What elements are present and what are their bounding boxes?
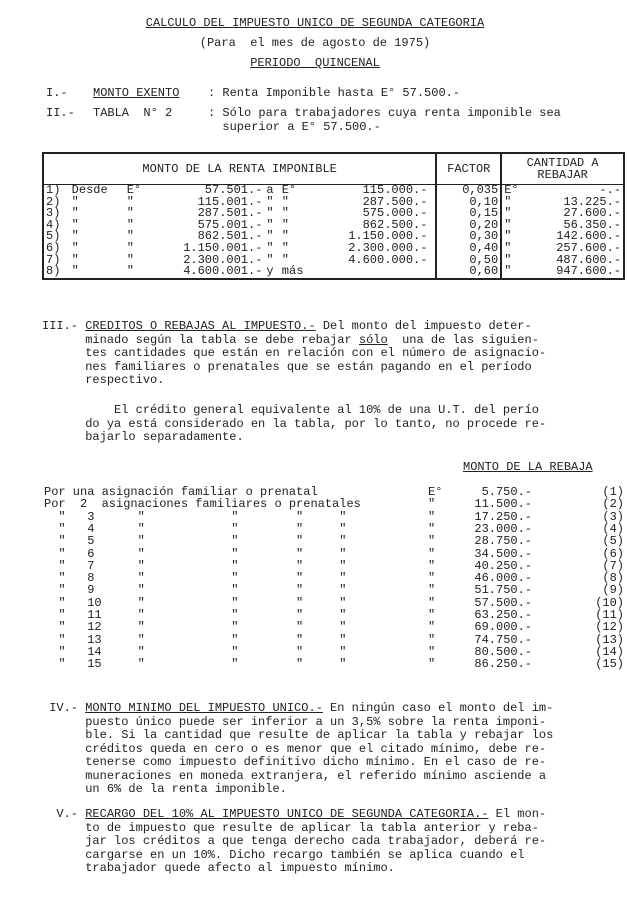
cell-cur2: " — [281, 240, 289, 255]
rebaja-amount: 23.000.- — [474, 521, 532, 536]
cell-n: 6) — [46, 240, 61, 255]
cell-a: y — [266, 264, 274, 279]
rebaja-currency: " — [428, 521, 436, 536]
rebaja-currency: " — [428, 644, 436, 659]
header-factor: FACTOR — [436, 153, 501, 185]
cell-cur: E° — [126, 183, 142, 197]
rebaja-description: " 5 " " " " — [44, 534, 347, 549]
cell-to: 575.000.- — [362, 206, 428, 221]
rebaja-currency: " — [428, 620, 436, 635]
rebaja-count: (1) — [602, 485, 624, 499]
rebaja-currency: " — [428, 657, 436, 672]
rebaja-count: (13) — [595, 632, 624, 647]
cell-a: " — [266, 252, 274, 267]
header-monto: MONTO DE LA RENTA IMPONIBLE — [43, 153, 436, 185]
rebaja-count: (12) — [595, 620, 624, 635]
cell-factor: 0,60 — [436, 266, 501, 279]
rebaja-amount: 69.000.- — [474, 620, 532, 635]
rebaja-count: (7) — [602, 558, 624, 573]
cell-desde: " — [71, 252, 79, 267]
section-iii-para2: El crédito general equivalente al 10% de una U.T. del perío do ya está considerado en la tabla, por lo tanto, no procede re- bajarlo separadamente. — [85, 403, 547, 444]
rebaja-currency: " — [428, 595, 436, 610]
rebaja-amount: 63.250.- — [474, 608, 532, 622]
cell-to: 287.500.- — [362, 194, 428, 209]
rebaja-description: " 3 " " " " — [44, 509, 347, 524]
cell-to — [315, 266, 429, 279]
rebaja-amount: 51.750.- — [474, 583, 532, 598]
cell-c3: E° — [501, 185, 528, 197]
cell-to: 862.500.- — [362, 217, 428, 232]
cell-rebaja: 947.600.- — [556, 264, 621, 279]
rebaja-currency: " — [428, 509, 436, 524]
rebaja-amount: 17.250.- — [474, 509, 532, 524]
rebaja-count: (9) — [602, 583, 624, 598]
rebaja-description: " 4 " " " " — [44, 521, 347, 536]
cell-cur2: " — [281, 194, 289, 209]
cell-spacer — [429, 220, 436, 232]
cell-desde: " — [71, 229, 79, 244]
period-label: PERIODO QUINCENAL — [250, 56, 380, 70]
cell-factor: 0,15 — [436, 208, 501, 220]
cell-cur2: más — [281, 264, 304, 279]
cell-from: 287.501.- — [197, 206, 263, 221]
rebaja-amount: 5.750.- — [481, 485, 532, 499]
rebaja-description: " 11 " " " " — [44, 608, 347, 622]
rebaja-count: (4) — [602, 521, 624, 536]
rebaja-description: " 10 " " " " — [44, 595, 347, 610]
rebaja-description: Por una asignación familiar o prenatal — [44, 485, 318, 499]
cell-spacer — [429, 208, 436, 220]
section-i-text: : Renta Imponible hasta E° 57.500.- — [208, 86, 461, 100]
cell-cur: " — [126, 240, 134, 255]
cell-desde: " — [71, 240, 79, 255]
cell-desde: " — [71, 206, 79, 221]
section-ii-label: TABLA N° 2 — [93, 106, 173, 120]
cell-cur2: E° — [281, 183, 297, 197]
cell-c3: " — [501, 197, 528, 209]
cell-cur: " — [126, 206, 134, 221]
cell-c3: " — [501, 220, 528, 232]
rebaja-count: (15) — [595, 657, 624, 672]
rebaja-currency: " — [428, 571, 436, 586]
cell-cur2: " — [281, 206, 289, 221]
rebaja-amount: 40.250.- — [474, 558, 532, 573]
cell-cur2: " — [281, 252, 289, 267]
rebaja-description: " 14 " " " " — [44, 644, 347, 659]
section-i-label: MONTO EXENTO — [93, 86, 180, 100]
cell-spacer — [429, 243, 436, 255]
rebaja-description: " 8 " " " " — [44, 571, 347, 586]
cell-spacer — [429, 266, 436, 279]
cell-n: 5) — [46, 229, 61, 244]
cell-spacer — [429, 185, 436, 197]
rebaja-amount: 11.500.- — [474, 497, 532, 512]
cell-from: 575.001.- — [197, 217, 263, 232]
rebaja-count: (10) — [595, 595, 624, 610]
rebaja-amount: 28.750.- — [474, 534, 532, 549]
rebaja-description: " 15 " " " " — [44, 657, 347, 672]
cell-from: 1.150.001.- — [183, 240, 263, 255]
cell-cur2: " — [281, 217, 289, 232]
rebaja-description: " 7 " " " " — [44, 558, 347, 573]
cell-rebaja: 487.600.- — [556, 252, 621, 267]
cell-factor: 0,10 — [436, 197, 501, 209]
rebaja-currency: " — [428, 583, 436, 598]
cell-a: " — [266, 240, 274, 255]
cell-factor: 0,20 — [436, 220, 501, 232]
cell-from: 4.600.001.- — [183, 264, 263, 279]
rebaja-currency: " — [428, 558, 436, 573]
cell-cur: " — [126, 194, 134, 209]
rebaja-count: (11) — [595, 608, 624, 622]
rebaja-currency: " — [428, 534, 436, 549]
cell-to: 1.150.000.- — [348, 229, 428, 244]
header-cantidad: CANTIDAD A REBAJAR — [501, 153, 624, 185]
rebaja-amount: 46.000.- — [474, 571, 532, 586]
cell-spacer — [429, 197, 436, 209]
cell-rebaja: 257.600.- — [556, 240, 621, 255]
rebaja-currency: E° — [428, 485, 443, 499]
section-ii-text-1: : Sólo para trabajadores cuya renta imponible sea — [208, 106, 561, 120]
rebaja-description: Por 2 asignaciones familiares o prenatales — [44, 497, 361, 512]
section-ii-number: II.- — [46, 106, 75, 120]
rebaja-amount: 86.250.- — [474, 657, 532, 672]
rebaja-amount: 57.500.- — [474, 595, 532, 610]
section-i-number: I.- — [46, 86, 68, 100]
cell-cur: " — [126, 217, 134, 232]
cell-n: 7) — [46, 252, 61, 267]
cell-desde: " — [71, 264, 79, 279]
rebaja-header: MONTO DE LA REBAJA — [463, 460, 593, 474]
document-title: CALCULO DEL IMPUESTO UNICO DE SEGUNDA CATEGORIA — [145, 16, 485, 30]
cell-spacer — [429, 255, 436, 267]
cell-rebaja: 142.600.- — [556, 229, 621, 244]
cell-cur2: " — [281, 229, 289, 244]
cell-c3: " — [501, 266, 528, 279]
table-row — [43, 266, 624, 279]
cell-from: 2.300.001.- — [183, 252, 263, 267]
cell-cur: " — [126, 229, 134, 244]
document-subtitle: (Para el mes de agosto de 1975) — [199, 36, 431, 50]
cell-a: " — [266, 194, 274, 209]
rebaja-description: " 13 " " " " — [44, 632, 347, 647]
rebaja-count: (14) — [595, 644, 624, 659]
cell-n: 4) — [46, 217, 61, 232]
rebaja-amount: 34.500.- — [474, 546, 532, 561]
rebaja-description: " 12 " " " " — [44, 620, 347, 635]
rebaja-currency: " — [428, 497, 436, 512]
rebaja-currency: " — [428, 546, 436, 561]
rebaja-amount: 80.500.- — [474, 644, 532, 659]
cell-to: 4.600.000.- — [348, 252, 428, 267]
rebaja-count: (3) — [602, 509, 624, 524]
cell-c3: " — [501, 243, 528, 255]
cell-to: 115.000.- — [362, 183, 428, 197]
rebaja-amount: 74.750.- — [474, 632, 532, 647]
section-v: V.- RECARGO DEL 10% AL IMPUESTO UNICO DE SEGUNDA CATEGORIA.- El mon- to de impuesto que resulte de aplicar la tabla anterior y reba- jar los créditos a que tenga derecho cada trabajador, deberá re- cargarse en un 10%. Dicho recargo también se aplica cuando el trabajador quede afecto al impuesto mínimo. — [56, 807, 547, 875]
cell-from: 862.501.- — [197, 229, 263, 244]
cell-to: 2.300.000.- — [348, 240, 428, 255]
rebaja-currency: " — [428, 632, 436, 647]
rebaja-description: " 9 " " " " — [44, 583, 347, 598]
cell-c3: " — [501, 231, 528, 243]
cell-rebaja: 27.600.- — [563, 206, 621, 221]
cell-desde: Desde — [71, 183, 108, 197]
cell-n: 1) — [46, 183, 61, 197]
rebaja-description: " 6 " " " " — [44, 546, 347, 561]
cell-c3: " — [501, 255, 528, 267]
cell-rebaja: 56.350.- — [563, 217, 621, 232]
cell-a: a — [266, 183, 274, 197]
cell-factor: 0,50 — [436, 255, 501, 267]
cell-from: 57.501.- — [204, 183, 263, 197]
section-iii: III.- CREDITOS O REBAJAS AL IMPUESTO.- Del monto del impuesto deter- minado según la tabla se debe rebajar sólo una de las siguien- tes cantidades que están en relación con el número de asignacio- nes familiares o prenatales que se están pagando en el período respectivo. — [42, 319, 547, 387]
rebaja-currency: " — [428, 608, 436, 622]
cell-n: 8) — [46, 264, 61, 279]
cell-a: " — [266, 206, 274, 221]
cell-rebaja: -.- — [599, 183, 621, 197]
cell-cur: " — [126, 252, 134, 267]
cell-factor: 0,035 — [436, 185, 501, 197]
rebaja-count: (2) — [602, 497, 624, 512]
cell-n: 3) — [46, 206, 61, 221]
cell-factor: 0,30 — [436, 231, 501, 243]
section-ii-text-2: superior a E° 57.500.- — [208, 120, 381, 134]
cell-n: 2) — [46, 194, 61, 209]
rebaja-count: (6) — [602, 546, 624, 561]
section-iv: IV.- MONTO MINIMO DEL IMPUESTO UNICO.- En ningún caso el monto del im- puesto único puede ser inferior a un 3,5% sobre la renta imponi- ble. Si la cantidad que resulte de aplicar la tabla y rebajar los créditos queda en cero o es menor que el citado mínimo, debe re- tenerse como impuesto definitivo dicho mínimo. En el caso de re- muneraciones en moneda extranjera, el referido mínimo asciende a un 6% de la renta imponible. — [49, 701, 554, 796]
rebaja-count: (5) — [602, 534, 624, 549]
cell-rebaja: 13.225.- — [563, 194, 621, 209]
cell-desde: " — [71, 217, 79, 232]
cell-from: 115.001.- — [197, 194, 263, 209]
cell-factor: 0,40 — [436, 243, 501, 255]
cell-a: " — [266, 229, 274, 244]
rebaja-count: (8) — [602, 571, 624, 586]
cell-cur: " — [126, 264, 134, 279]
cell-desde: " — [71, 194, 79, 209]
cell-a: " — [266, 217, 274, 232]
cell-spacer — [429, 231, 436, 243]
tax-table — [42, 152, 625, 280]
cell-c3: " — [501, 208, 528, 220]
